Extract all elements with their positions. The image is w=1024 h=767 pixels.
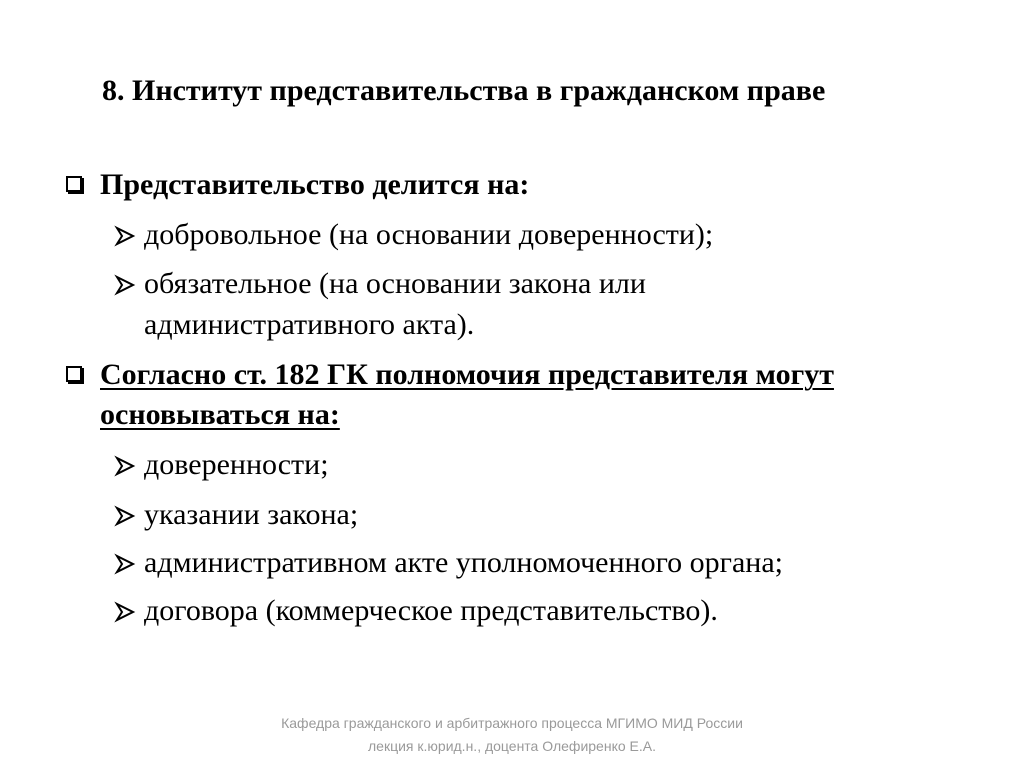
arrow-bullet-icon [114,455,136,477]
checkbox-bullet-icon [66,366,82,382]
arrow-bullet-icon [114,274,136,296]
arrow-bullet-icon [114,225,136,247]
section1-item: добровольное (на основании доверенности); [144,218,714,251]
footer-department: Кафедра гражданского и арбитражного процесса МГИМО МИД России [281,715,743,731]
section1-item-continuation: административного акта). [144,308,475,341]
arrow-bullet-icon [114,505,136,527]
arrow-bullet-icon [114,601,136,623]
section2-heading: Согласно ст. 182 ГК полномочия представителя могут [100,358,834,391]
section2-item: указании закона; [144,498,359,531]
section1-item: обязательное (на основании закона или [144,267,646,300]
section2-heading-continuation: основываться на: [100,398,340,431]
arrow-bullet-icon [114,553,136,575]
section2-item: административном акте уполномоченного органа; [144,546,783,579]
section2-item: договора (коммерческое представительство). [144,594,718,627]
footer-lecturer: лекция к.юрид.н., доцента Олефиренко Е.А. [368,738,656,754]
section1-heading: Представительство делится на: [100,168,530,201]
section2-item: доверенности; [144,448,329,481]
slide-title: 8. Институт представительства в гражданском праве [102,74,826,107]
checkbox-bullet-icon [66,176,82,192]
